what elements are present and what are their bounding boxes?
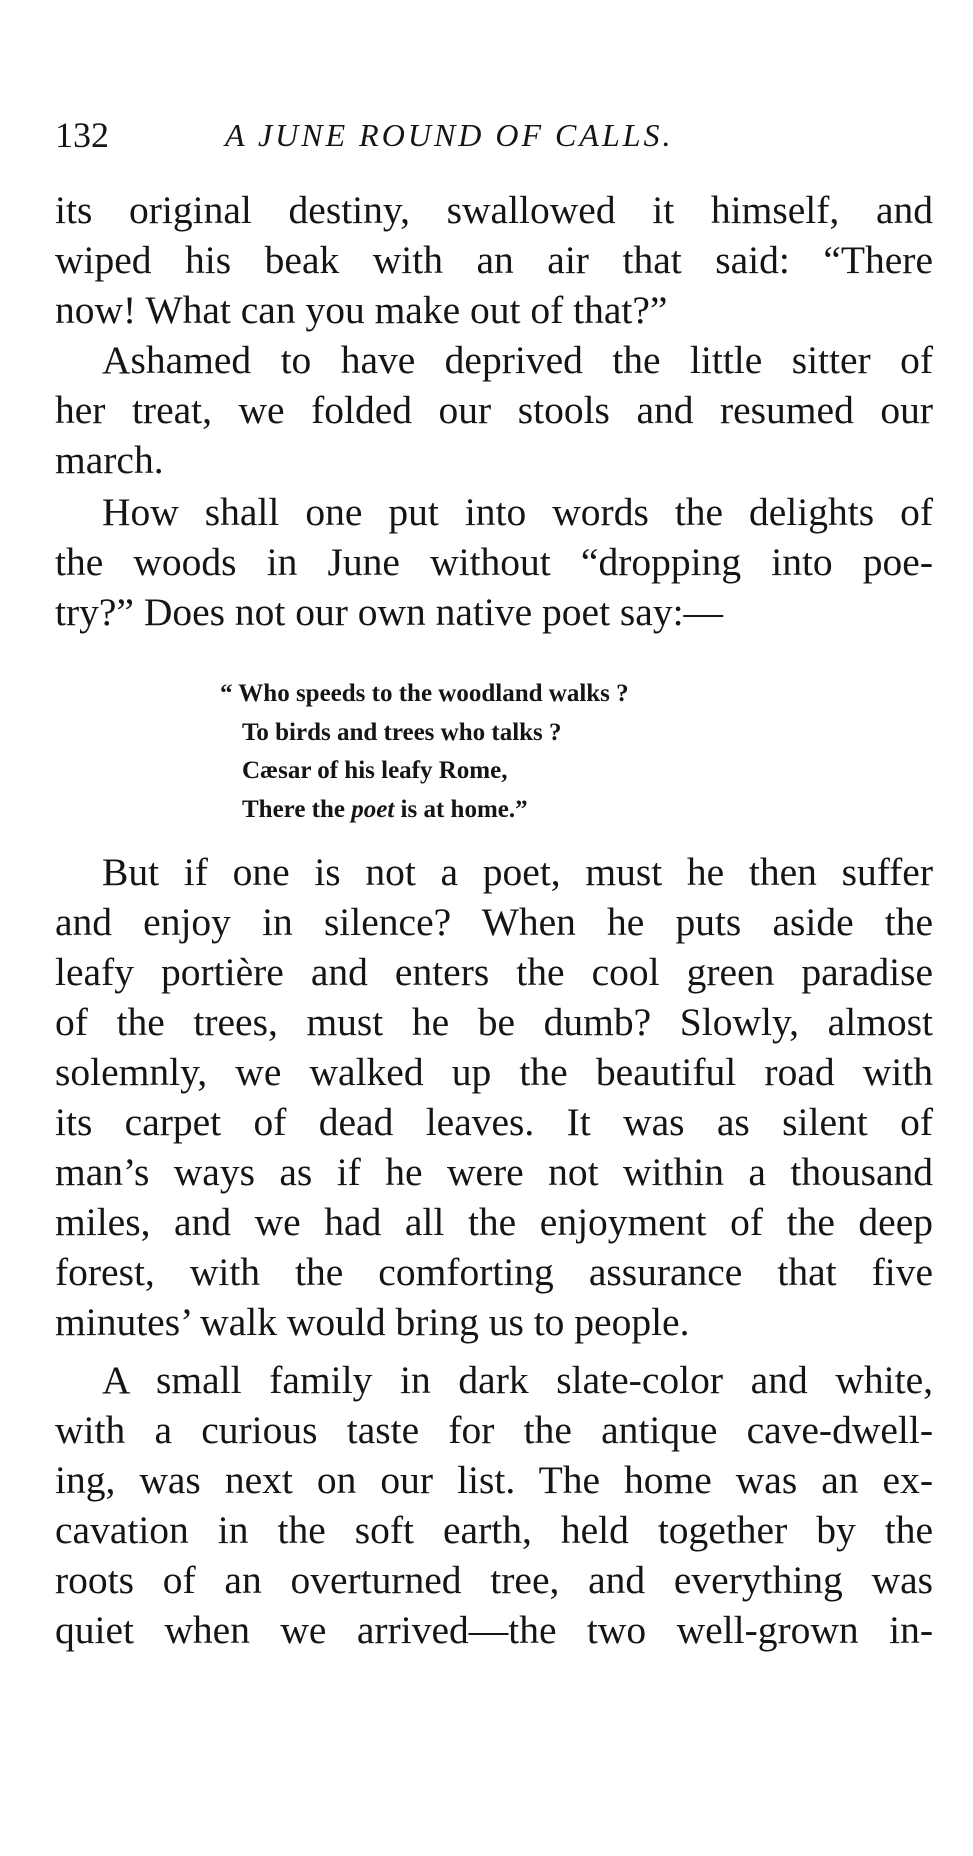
paragraph-continuation — [55, 185, 933, 335]
text-line: solemnly, we walked up the beautiful road with — [55, 1050, 933, 1094]
text-line: of the trees, must he be dumb? Slowly, almost — [55, 1000, 933, 1044]
running-title: A JUNE ROUND OF CALLS. — [225, 117, 674, 153]
poem-text: is at home.” — [394, 795, 528, 823]
text-line: How shall one put into words the delights of — [102, 490, 933, 534]
text-line: her treat, we folded our stools and resumed our — [55, 388, 933, 432]
paragraph — [55, 1355, 933, 1655]
text-line: its carpet of dead leaves. It was as silent of — [55, 1100, 933, 1144]
text-line: minutes’ walk would bring us to people. — [55, 1300, 690, 1344]
text-line: A small family in dark slate-color and white, — [102, 1358, 933, 1402]
text-line: quiet when we arrived—the two well-grown in- — [55, 1608, 933, 1652]
poem-quotation — [220, 675, 820, 829]
text-line: march. — [55, 438, 164, 482]
text-line: man’s ways as if he were not within a thousand — [55, 1150, 933, 1194]
text-line: with a curious taste for the antique cave-dwell- — [55, 1408, 933, 1452]
text-line: wiped his beak with an air that said: “There — [55, 238, 933, 282]
text-line: its original destiny, swallowed it himself, and — [55, 188, 933, 232]
text-line: ing, was next on our list. The home was an ex- — [55, 1458, 933, 1502]
poem-line-last — [220, 791, 820, 830]
poem-text: There the — [242, 795, 352, 823]
poem-line: To birds and trees who talks ? — [242, 718, 562, 746]
text-line: Ashamed to have deprived the little sitter of — [102, 338, 933, 382]
text-line: and enjoy in silence? When he puts aside the — [55, 900, 933, 944]
page-header — [55, 110, 935, 160]
text-line: now! What can you make out of that?” — [55, 288, 668, 332]
text-line: the woods in June without “dropping into poe- — [55, 540, 933, 584]
text-line: try?” Does not our own native poet say:— — [55, 590, 724, 634]
paragraph — [55, 847, 933, 1347]
text-line: leafy portière and enters the cool green paradise — [55, 950, 933, 994]
poem-line: Cæsar of his leafy Rome, — [242, 757, 508, 784]
paragraph — [55, 335, 933, 485]
paragraph — [55, 487, 933, 637]
text-line: cavation in the soft earth, held together by the — [55, 1508, 933, 1552]
text-line: miles, and we had all the enjoyment of the deep — [55, 1200, 933, 1244]
page-number: 132 — [55, 115, 109, 155]
poem-italic-word: poet — [351, 795, 395, 823]
text-line: forest, with the comforting assurance that five — [55, 1250, 933, 1294]
text-line: roots of an overturned tree, and everything was — [55, 1558, 933, 1602]
text-line: But if one is not a poet, must he then suffer — [102, 850, 933, 894]
poem-line: “ Who speeds to the woodland walks ? — [220, 680, 629, 707]
